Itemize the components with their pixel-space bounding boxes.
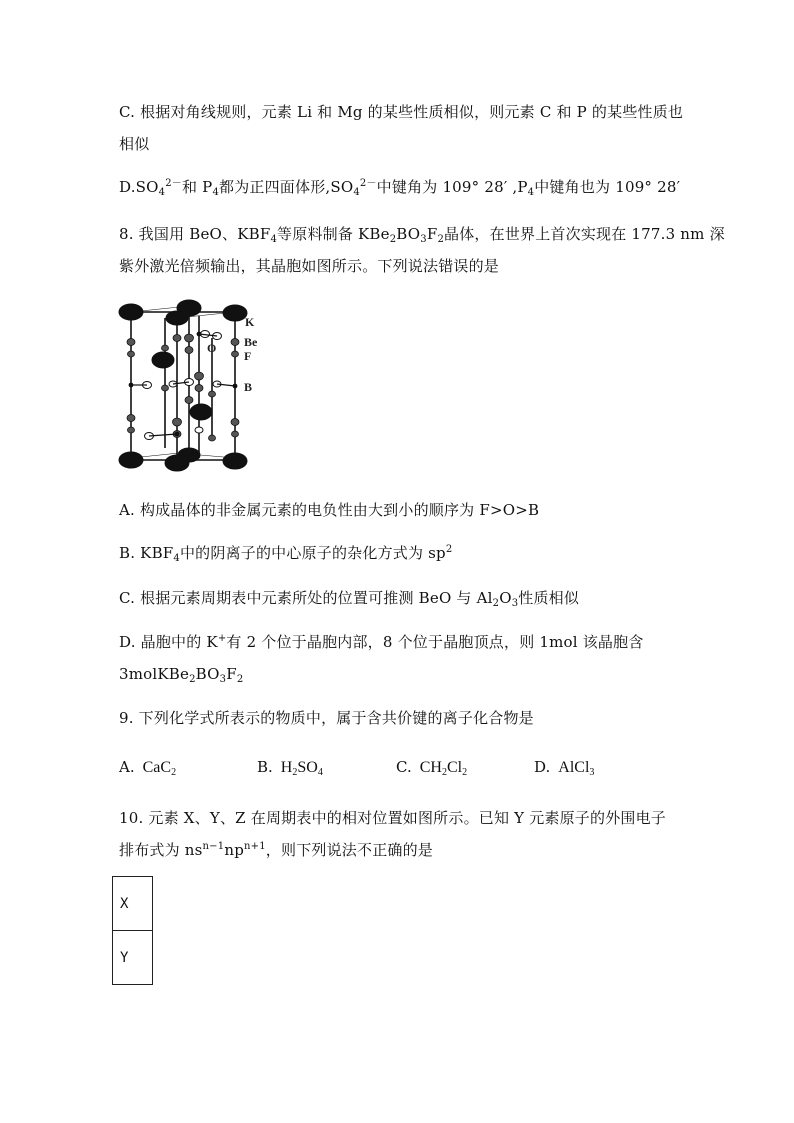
q9-option-d: D. AlCl$_3$	[534, 758, 595, 778]
q8-stem-line1: 8. 我国用 BeO、$KBF_4$等原料制备 $KBe_2BO_3F_2$晶体，在世界上首次实现在 177.3 nm 深	[119, 225, 725, 245]
q8-option-b: B. $KBF_4$中的阴离子的中心原子的杂化方式为 $sp^2$	[119, 544, 453, 564]
q10-stem-line2: 排布式为 $ns^{n-1}np^{n+1}$，则下列说法不正确的是	[119, 841, 433, 859]
q7-option-c-line1: C. 根据对角线规则，元素 Li 和 Mg 的某些性质相似，则元素 C 和 P 的某些性质也	[119, 103, 684, 121]
q8-option-a: A. 构成晶体的非金属元素的电负性由大到小的顺序为 F>O>B	[119, 501, 540, 519]
q8-option-d-line1: D. 晶胞中的 K+有 2 个位于晶胞内部，8 个位于晶胞顶点，则 1mol 该晶胞含	[119, 633, 644, 651]
k-atom	[152, 352, 174, 368]
table-row	[113, 877, 153, 931]
table-cell-x: X	[113, 877, 153, 931]
q8-stem-line2: 紫外激光倍频输出，其晶胞如图所示。下列说法错误的是	[119, 257, 500, 275]
figure-label-o: O	[207, 341, 217, 355]
q9-stem: 9. 下列化学式所表示的物质中，属于含共价键的离子化合物是	[119, 709, 534, 727]
figure-label-be: Be	[244, 335, 258, 349]
k-atom	[223, 453, 247, 469]
table-cell-y: Y	[113, 931, 153, 985]
k-atom	[223, 305, 247, 321]
q9-option-a: A. CaC$_2$	[119, 758, 177, 778]
table-row	[113, 931, 153, 985]
q10-stem-line1: 10. 元素 X、Y、Z 在周期表中的相对位置如图所示。已知 Y 元素原子的外围电子	[119, 809, 667, 827]
q7-option-d: $D.SO_4^{2-}$和 $P_4$都为正四面体形$,SO_4^{2-}$中键角为 109° 28′ $,P_4$中键角也为 109° 28′	[119, 178, 681, 198]
q9-option-c: C. $CH_2Cl_2$	[396, 758, 468, 778]
crystal-cell-figure	[117, 298, 267, 474]
figure-label-f: F	[244, 349, 252, 363]
figure-label-b: B	[244, 380, 253, 394]
q7-option-c-line2: 相似	[119, 135, 150, 153]
q8-option-d-line2: $3molKBe_2BO_3F_2$	[119, 665, 244, 685]
periodic-position-table	[112, 876, 153, 985]
k-atom	[178, 448, 200, 462]
q8-option-c: C. 根据元素周期表中元素所处的位置可推测 BeO 与 $Al_2O_3$性质相似	[119, 589, 580, 609]
q9-option-b: B. $H_2SO_4$	[257, 758, 323, 778]
k-atom	[166, 311, 188, 325]
k-atom	[119, 452, 143, 468]
k-atom	[119, 304, 143, 320]
figure-label-k: K	[245, 315, 255, 329]
k-atom	[190, 404, 212, 420]
